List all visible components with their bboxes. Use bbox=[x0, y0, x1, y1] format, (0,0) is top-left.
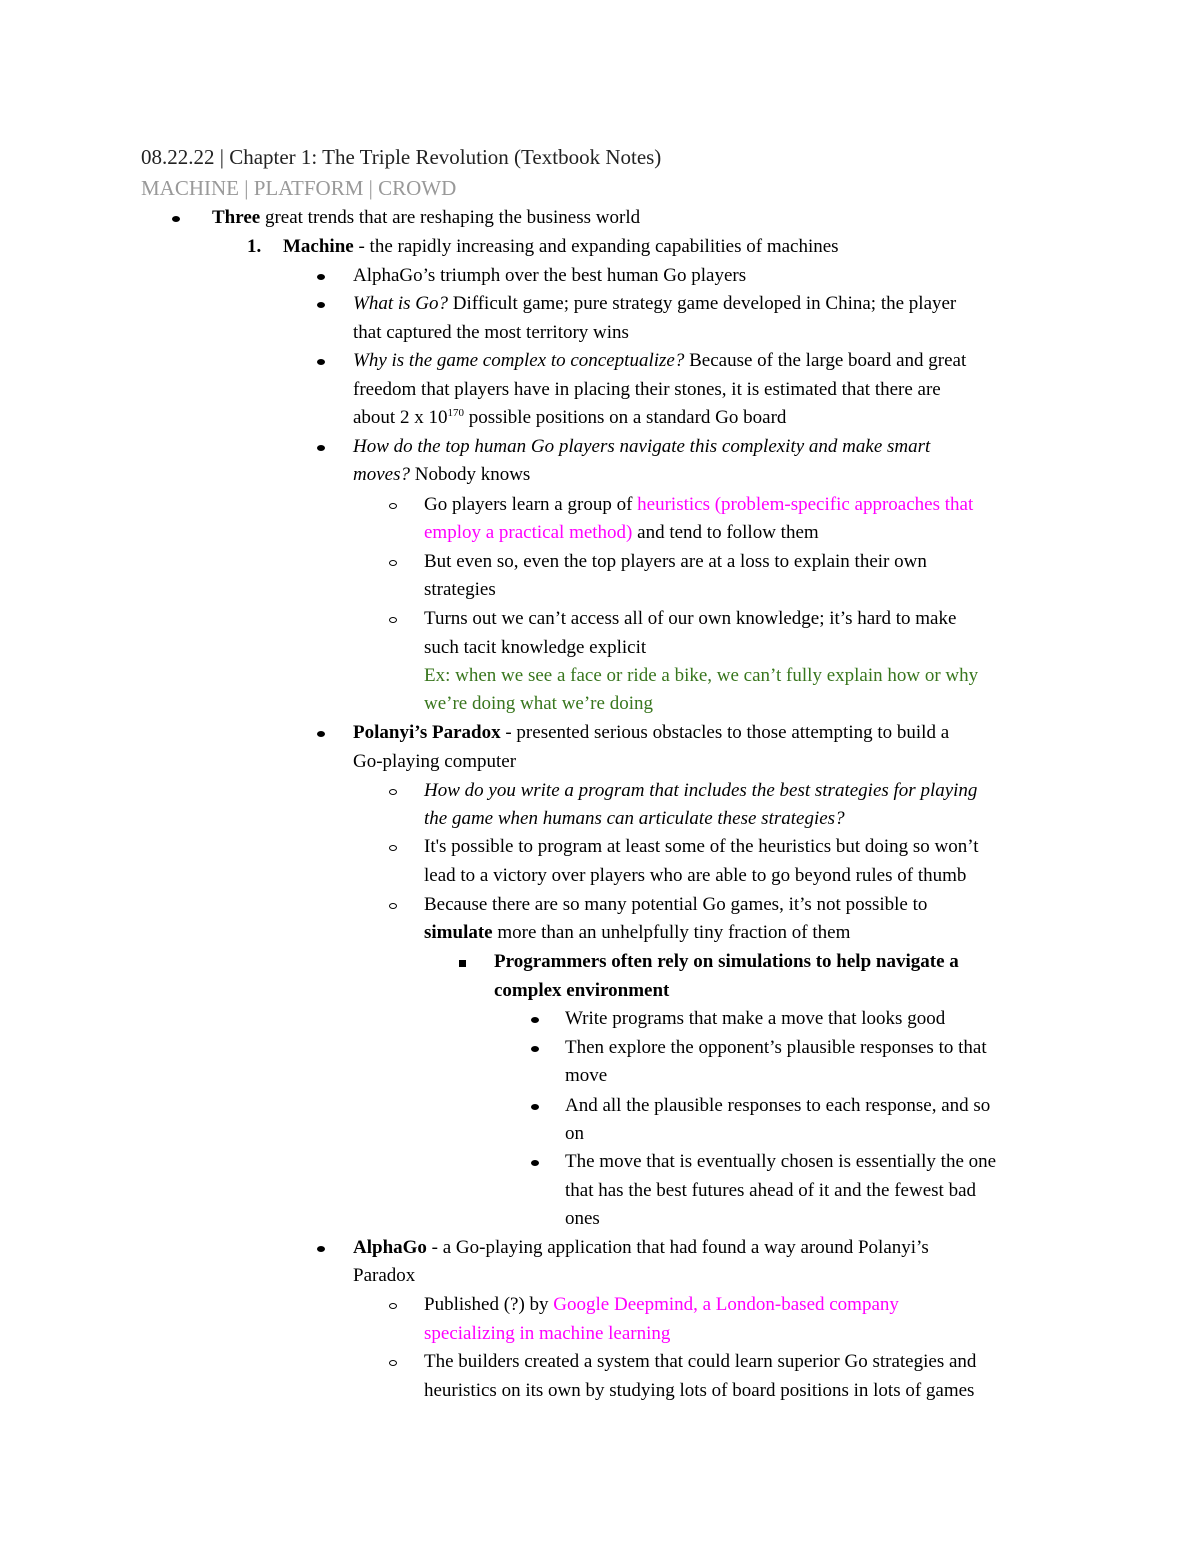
bullet-circle bbox=[389, 617, 397, 623]
list-item-continuation: freedom that players have in placing their stones, it is estimated that there are bbox=[353, 379, 941, 400]
list-item-continuation: about 2 x $10^{170}$ possible positions on a standard Go board bbox=[353, 407, 787, 428]
example-note: we’re doing what we’re doing bbox=[424, 693, 653, 714]
list-item: Turns out we can’t access all of our own knowledge; it’s hard to make bbox=[424, 608, 957, 629]
list-item: Then explore the opponent’s plausible responses to that bbox=[565, 1037, 987, 1058]
list-item-continuation: lead to a victory over players who are able to go beyond rules of thumb bbox=[424, 865, 967, 886]
list-item: AlphaGo’s triumph over the best human Go players bbox=[353, 265, 747, 286]
list-item: Write programs that make a move that looks good bbox=[565, 1008, 946, 1029]
list-item: Published (?) by Google Deepmind, a London-based company bbox=[424, 1294, 899, 1315]
list-item-continuation: that captured the most territory wins bbox=[353, 322, 629, 343]
bullet-dot bbox=[317, 731, 325, 737]
list-item: The move that is eventually chosen is essentially the one bbox=[565, 1151, 997, 1172]
list-item: And all the plausible responses to each response, and so bbox=[565, 1095, 991, 1116]
list-item: Why is the game complex to conceptualize? Because of the large board and great bbox=[353, 350, 967, 371]
list-item-trends: Three great trends that are reshaping the business world bbox=[212, 207, 641, 228]
list-item: But even so, even the top players are at a loss to explain their own bbox=[424, 551, 927, 572]
list-item-continuation: specializing in machine learning bbox=[424, 1323, 671, 1344]
page-title: 08.22.22 | Chapter 1: The Triple Revolution (Textbook Notes) bbox=[141, 145, 662, 169]
list-item-continuation: complex environment bbox=[494, 980, 670, 1001]
bullet-circle bbox=[389, 503, 397, 509]
list-item-continuation: Paradox bbox=[353, 1265, 416, 1286]
list-item-continuation: moves? Nobody knows bbox=[353, 464, 531, 485]
bullet-circle bbox=[389, 560, 397, 566]
list-item-continuation: ones bbox=[565, 1208, 600, 1229]
list-item-machine: Machine - the rapidly increasing and expanding capabilities of machines bbox=[283, 236, 839, 257]
list-item: It's possible to program at least some of the heuristics but doing so won’t bbox=[424, 836, 979, 857]
list-item: Go players learn a group of heuristics (problem-specific approaches that bbox=[424, 494, 974, 515]
bullet-circle bbox=[389, 789, 397, 795]
bullet-dot bbox=[317, 359, 325, 365]
bullet-dot bbox=[531, 1046, 539, 1052]
bullet-dot bbox=[531, 1104, 539, 1110]
list-item-continuation: strategies bbox=[424, 579, 496, 600]
list-item-continuation: employ a practical method) and tend to follow them bbox=[424, 522, 819, 543]
bullet-circle bbox=[389, 903, 397, 909]
list-item-continuation: on bbox=[565, 1123, 584, 1144]
list-number: 1. bbox=[247, 236, 262, 257]
bullet-circle bbox=[389, 1360, 397, 1366]
bullet-dot bbox=[317, 274, 325, 280]
list-item: The builders created a system that could learn superior Go strategies and bbox=[424, 1351, 977, 1372]
bullet-circle bbox=[389, 845, 397, 851]
list-item: Because there are so many potential Go games, it’s not possible to bbox=[424, 894, 928, 915]
bullet-dot bbox=[317, 445, 325, 451]
example-note: Ex: when we see a face or ride a bike, we can’t fully explain how or why bbox=[424, 665, 979, 686]
bullet-dot bbox=[531, 1017, 539, 1023]
list-item-continuation: that has the best futures ahead of it and the fewest bad bbox=[565, 1180, 976, 1201]
list-item-alphago: AlphaGo - a Go-playing application that had found a way around Polanyi’s bbox=[353, 1237, 929, 1258]
list-item-programmers: Programmers often rely on simulations to help navigate a bbox=[494, 951, 959, 972]
list-item: What is Go? Difficult game; pure strategy game developed in China; the player bbox=[353, 293, 957, 314]
list-item-continuation: the game when humans can articulate these strategies? bbox=[424, 808, 845, 829]
list-item-continuation: move bbox=[565, 1065, 608, 1086]
bullet-dot bbox=[317, 1246, 325, 1252]
bullet-circle bbox=[389, 1303, 397, 1309]
list-item: How do you write a program that includes the best strategies for playing bbox=[424, 780, 978, 801]
list-item: How do the top human Go players navigate this complexity and make smart bbox=[353, 436, 931, 457]
list-item-continuation: Go-playing computer bbox=[353, 751, 517, 772]
bullet-square bbox=[459, 960, 466, 967]
page-subtitle: MACHINE | PLATFORM | CROWD bbox=[141, 176, 457, 200]
list-item-continuation: heuristics on its own by studying lots of board positions in lots of games bbox=[424, 1380, 975, 1401]
list-item-continuation: such tacit knowledge explicit bbox=[424, 637, 647, 658]
bullet-dot bbox=[172, 216, 180, 222]
list-item-continuation: simulate more than an unhelpfully tiny fraction of them bbox=[424, 922, 851, 943]
bullet-dot bbox=[531, 1160, 539, 1166]
list-item-polanyi: Polanyi’s Paradox - presented serious obstacles to those attempting to build a bbox=[353, 722, 950, 743]
bullet-dot bbox=[317, 302, 325, 308]
